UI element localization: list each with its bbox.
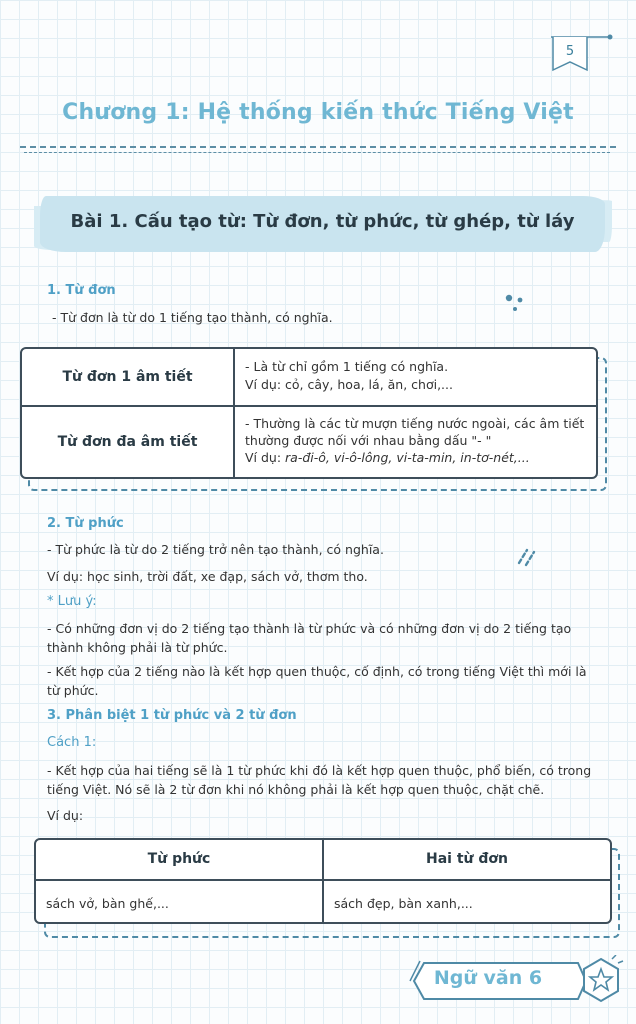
table-header: Từ phức [147, 851, 211, 867]
example-words: ra-đi-ô, vi-ô-lông, vi-ta-min, in-tơ-nét,... [285, 450, 530, 465]
table-divider [22, 405, 596, 407]
star-badge-icon [578, 955, 624, 1005]
paragraph-line: - Kết hợp của hai tiếng sẽ là 1 từ phức khi đó là kết hợp quen thuộc, phổ biến, có trong [47, 763, 592, 778]
dots-decoration-icon [503, 292, 529, 314]
paragraph: - Từ đơn là từ do 1 tiếng tạo thành, có nghĩa. [52, 310, 333, 325]
paragraph: - Từ phức là từ do 2 tiếng trở nên tạo thành, có nghĩa. [47, 542, 384, 557]
table-divider [36, 879, 610, 881]
footer-tab [408, 960, 588, 1002]
desc-line: thường được nối với nhau bằng dấu "- " [245, 433, 492, 448]
table-cell: sách đẹp, bàn xanh,... [334, 896, 473, 911]
paragraph: Ví dụ: [47, 808, 84, 823]
paragraph [47, 619, 571, 657]
paragraph-line: tiếng Việt. Nó sẽ là 2 từ đơn khi nó không phải là kết hợp quen thuộc, chặt chẽ. [47, 782, 545, 797]
chapter-title: Chương 1: Hệ thống kiến thức Tiếng Việt [62, 100, 574, 125]
section-heading: 2. Từ phức [47, 516, 124, 531]
table-cell: sách vở, bàn ghế,... [46, 896, 169, 911]
table-header: Hai từ đơn [426, 851, 508, 867]
method-label: Cách 1: [47, 735, 97, 750]
note-heading: * Lưu ý: [47, 594, 97, 609]
page-number-badge [551, 34, 589, 72]
table-divider [233, 349, 235, 477]
paragraph-line: - Kết hợp của 2 tiếng nào là kết hợp quen thuộc, cố định, có trong tiếng Việt thì mới là [47, 664, 587, 679]
paragraph-line: từ phức. [47, 683, 99, 698]
desc-line: - Thường là các từ mượn tiếng nước ngoài, các âm tiết [245, 416, 585, 431]
section-heading: 1. Từ đơn [47, 283, 116, 298]
page-number: 5 [565, 44, 575, 59]
comparison-table [34, 838, 612, 924]
desc-line: - Là từ chỉ gồm 1 tiếng có nghĩa. [245, 359, 449, 374]
divider [24, 152, 610, 153]
word-type-table [20, 347, 598, 479]
table-cell-term: Từ đơn đa âm tiết [57, 434, 198, 450]
table-cell-desc [245, 415, 593, 466]
lesson-banner [40, 196, 605, 252]
desc-line [245, 449, 593, 466]
lesson-title: Bài 1. Cấu tạo từ: Từ đơn, từ phức, từ ghép, từ láy [70, 211, 575, 232]
table-cell-desc [245, 359, 590, 392]
slash-decoration-icon [515, 545, 541, 567]
paragraph-line: - Có những đơn vị do 2 tiếng tạo thành là từ phức và có những đơn vị do 2 tiếng tạo [47, 621, 572, 636]
table-cell-term: Từ đơn 1 âm tiết [62, 369, 193, 385]
section-heading: 3. Phân biệt 1 từ phức và 2 từ đơn [47, 708, 297, 723]
divider [20, 146, 616, 148]
paragraph [47, 761, 591, 799]
desc-line: Ví dụ: cỏ, cây, hoa, lá, ăn, chơi,... [245, 377, 453, 392]
paragraph-line: thành không phải là từ phức. [47, 640, 228, 655]
book-title-label: Ngữ văn 6 [433, 967, 543, 989]
paragraph [47, 662, 587, 700]
example-prefix: Ví dụ: [245, 450, 286, 465]
paragraph: Ví dụ: học sinh, trời đất, xe đạp, sách vở, thơm tho. [47, 569, 368, 584]
